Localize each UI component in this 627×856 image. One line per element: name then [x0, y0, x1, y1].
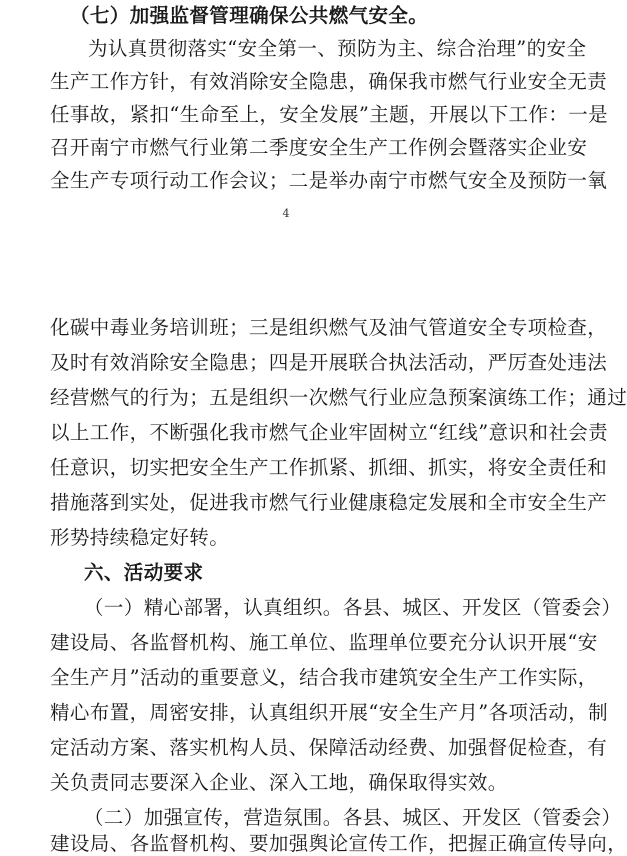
- paragraph-line: 生产工作方针，有效消除安全隐患，确保我市燃气行业安全无责: [50, 70, 608, 93]
- paragraph-line: 及时有效消除安全隐患；四是开展联合执法活动，严厉查处违法: [50, 351, 608, 374]
- paragraph-line: 形势持续稳定好转。: [50, 526, 230, 549]
- paragraph-line: 任意识，切实把安全生产工作抓紧、抓细、抓实，将安全责任和: [50, 456, 608, 479]
- paragraph-line: （一）精心部署，认真组织。各县、城区、开发区（管委会）: [84, 596, 622, 619]
- section-heading-seven: （七）加强监督管理确保公共燃气安全。: [70, 4, 429, 27]
- paragraph-line: 经营燃气的行为；五是组织一次燃气行业应急预案演练工作；通过: [50, 386, 627, 409]
- paragraph-line: 为认真贯彻落实“安全第一、预防为主、综合治理”的安全: [88, 37, 587, 60]
- paragraph-line: 建设局、各监督机构、要加强舆论宣传工作，把握正确宣传导向，: [50, 832, 627, 855]
- paragraph-line: 建设局、各监督机构、施工单位、监理单位要充分认识开展“安: [50, 631, 598, 654]
- section-heading-six: 六、活动要求: [84, 561, 204, 584]
- paragraph-line: 化碳中毒业务培训班；三是组织燃气及油气管道安全专项检查，: [50, 316, 608, 339]
- paragraph-line: 全生产专项行动工作会议；二是举办南宁市燃气安全及预防一氧: [50, 169, 608, 192]
- paragraph-line: 全生产月”活动的重要意义，结合我市建筑安全生产工作实际，: [50, 666, 598, 689]
- paragraph-line: 精心布置，周密安排，认真组织开展“安全生产月”各项活动，制: [50, 701, 609, 724]
- paragraph-line: 定活动方案、落实机构人员、保障活动经费、加强督促检查，有: [50, 736, 608, 759]
- paragraph-line: 关负责同志要深入企业、深入工地，确保取得实效。: [50, 771, 508, 794]
- page-number: 4: [282, 207, 290, 220]
- paragraph-line: 召开南宁市燃气行业第二季度安全生产工作例会暨落实企业安: [50, 136, 588, 159]
- paragraph-line: 以上工作，不断强化我市燃气企业牢固树立“红线”意识和社会责: [50, 421, 609, 444]
- paragraph-line: 任事故，紧扣“生命至上，安全发展”主题，开展以下工作：一是: [50, 103, 609, 126]
- paragraph-line: （二）加强宣传，营造氛围。各县、城区、开发区（管委会）: [84, 806, 622, 829]
- paragraph-line: 措施落到实处，促进我市燃气行业健康稳定发展和全市安全生产: [50, 491, 608, 514]
